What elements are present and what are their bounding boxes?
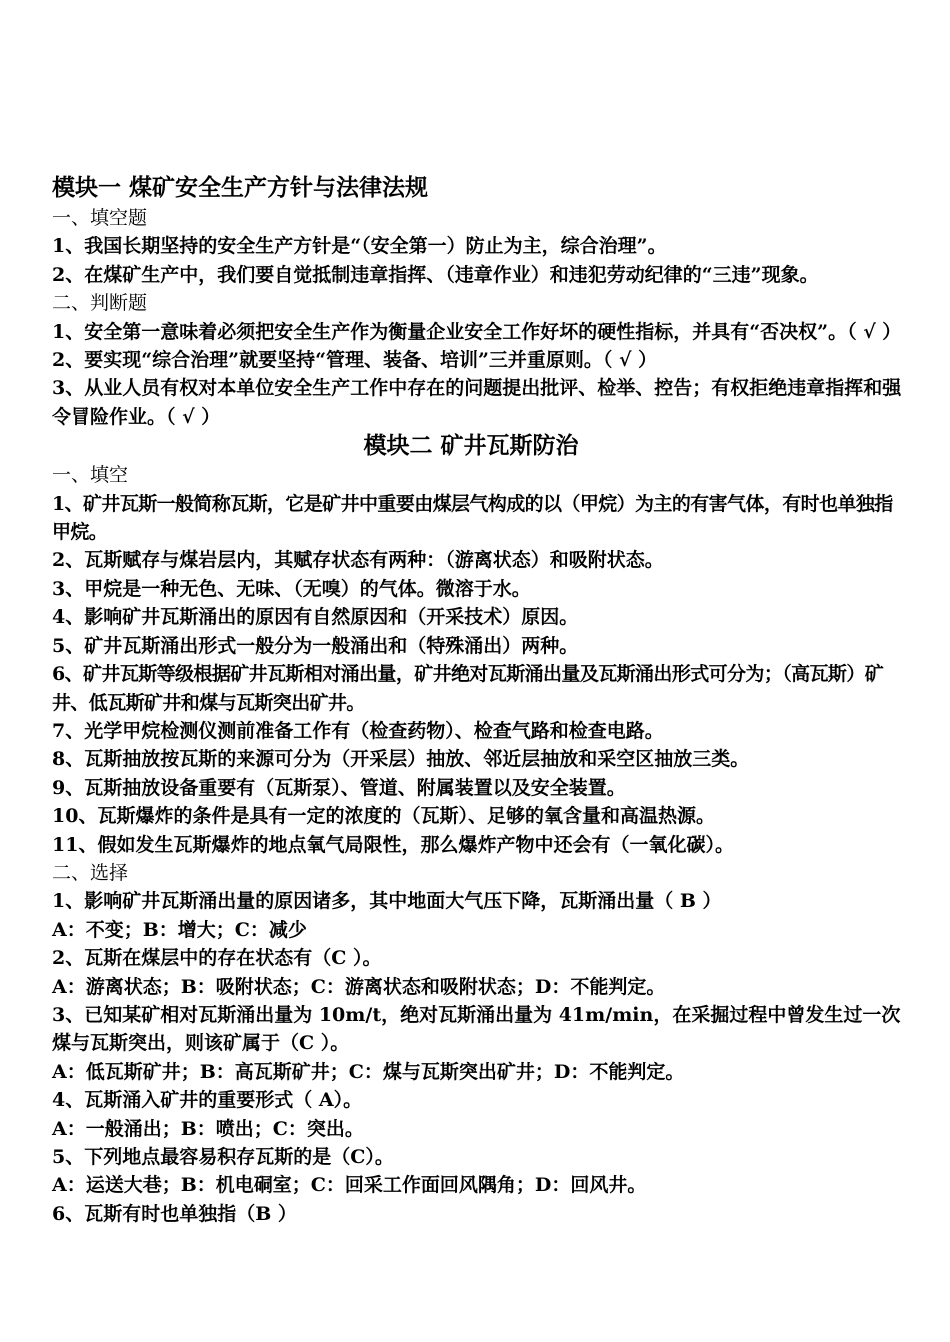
module1-fill-item: 1、我国长期坚持的安全生产方针是“（安全第一）防止为主，综合治理”。 bbox=[52, 235, 667, 258]
module2-choice-item: 3、已知某矿相对瓦斯涌出量为 10m/t，绝对瓦斯涌出量为 41m/min，在采掘过程中曾发生过一次煤与瓦斯突出，则该矿属于（C ）。 bbox=[52, 1003, 901, 1055]
module2-choice-item: A：游离状态；B：吸附状态；C：游离状态和吸附状态；D：不能判定。 bbox=[52, 975, 666, 998]
module2-choice-item: A：一般涌出；B：喷出；C：突出。 bbox=[52, 1117, 364, 1140]
module1-fill-heading: 一、填空题 bbox=[52, 207, 148, 229]
module1-judge-item: 1、安全第一意味着必须把安全生产作为衡量企业安全工作好坏的硬性指标，并具有“否决权”。（ √ ） bbox=[52, 320, 902, 343]
module2-choice-item: 6、瓦斯有时也单独指（B ） bbox=[52, 1202, 297, 1225]
module2-fill-item: 9、瓦斯抽放设备重要有（瓦斯泵）、管道、附属装置以及安全装置。 bbox=[52, 776, 626, 799]
module2-choice-item: 1、影响矿井瓦斯涌出量的原因诸多，其中地面大气压下降，瓦斯涌出量（ B ） bbox=[52, 890, 722, 913]
module1-judge-item: 2、要实现“综合治理”就要坚持“管理、装备、培训”三并重原则。（ √ ） bbox=[52, 349, 658, 372]
module2-fill-item: 1、矿井瓦斯一般简称瓦斯，它是矿井中重要由煤层气构成的以（甲烷）为主的有害气体，有时也单独指甲烷。 bbox=[52, 492, 893, 544]
module2-choice-item: 5、下列地点最容易积存瓦斯的是（C）。 bbox=[52, 1146, 394, 1168]
module1-title: 模块一 煤矿安全生产方针与法律法规 bbox=[52, 174, 429, 201]
module2-fill-item: 10、瓦斯爆炸的条件是具有一定的浓度的（瓦斯）、足够的氧含量和高温热源。 bbox=[52, 805, 715, 828]
module2-title: 模块二 矿井瓦斯防治 bbox=[363, 432, 579, 460]
module1-fill-item: 2、在煤矿生产中，我们要自觉抵制违章指挥、（违章作业）和违犯劳动纪律的“三违”现象。 bbox=[52, 263, 819, 286]
module2-choice-item: A：运送大巷；B：机电硐室；C：回采工作面回风隅角；D：回风井。 bbox=[52, 1174, 647, 1197]
module1-judge-heading: 二、判断题 bbox=[52, 292, 148, 315]
module2-fill-item: 7、光学甲烷检测仪测前准备工作有（检查药物）、检查气路和检查电路。 bbox=[52, 719, 664, 742]
module2-fill-item: 4、影响矿井瓦斯涌出的原因有自然原因和（开采技术）原因。 bbox=[52, 606, 579, 629]
module2-choice-item: A：不变；B：增大；C：减少 bbox=[52, 918, 307, 941]
module2-fill-item: 5、矿井瓦斯涌出形式一般分为一般涌出和（特殊涌出）两种。 bbox=[52, 634, 579, 657]
module2-fill-item: 3、甲烷是一种无色、无味、（无嗅）的气体。微溶于水。 bbox=[52, 577, 531, 600]
module2-fill-item: 2、瓦斯赋存与煤岩层内，其赋存状态有两种：（游离状态）和吸附状态。 bbox=[52, 549, 664, 572]
module2-choice-item: A：低瓦斯矿井；B：高瓦斯矿井；C：煤与瓦斯突出矿井；D：不能判定。 bbox=[52, 1060, 685, 1083]
module2-choice-item: 4、瓦斯涌入矿井的重要形式（ A）。 bbox=[52, 1089, 363, 1112]
module2-fill-item: 6、矿井瓦斯等级根据矿井瓦斯相对涌出量，矿井绝对瓦斯涌出量及瓦斯涌出形式可分为；（高瓦斯）矿井、低瓦斯矿井和煤与瓦斯突出矿井。 bbox=[52, 663, 884, 714]
module2-choice-item: 2、瓦斯在煤层中的存在状态有（C ）。 bbox=[52, 947, 382, 970]
module2-fill-item: 8、瓦斯抽放按瓦斯的来源可分为（开采层）抽放、邻近层抽放和采空区抽放三类。 bbox=[52, 748, 750, 771]
module2-fill-heading: 一、填空 bbox=[52, 464, 129, 487]
module1-judge-item: 3、从业人员有权对本单位安全生产工作中存在的问题提出批评、检举、控告；有权拒绝违章指挥和强令冒险作业。（ √ ） bbox=[52, 377, 902, 428]
module2-fill-item: 11、假如发生瓦斯爆炸的地点氧气局限性，那么爆炸产物中还会有（一氧化碳）。 bbox=[52, 833, 734, 856]
module2-choice-heading: 二、选择 bbox=[52, 861, 129, 884]
